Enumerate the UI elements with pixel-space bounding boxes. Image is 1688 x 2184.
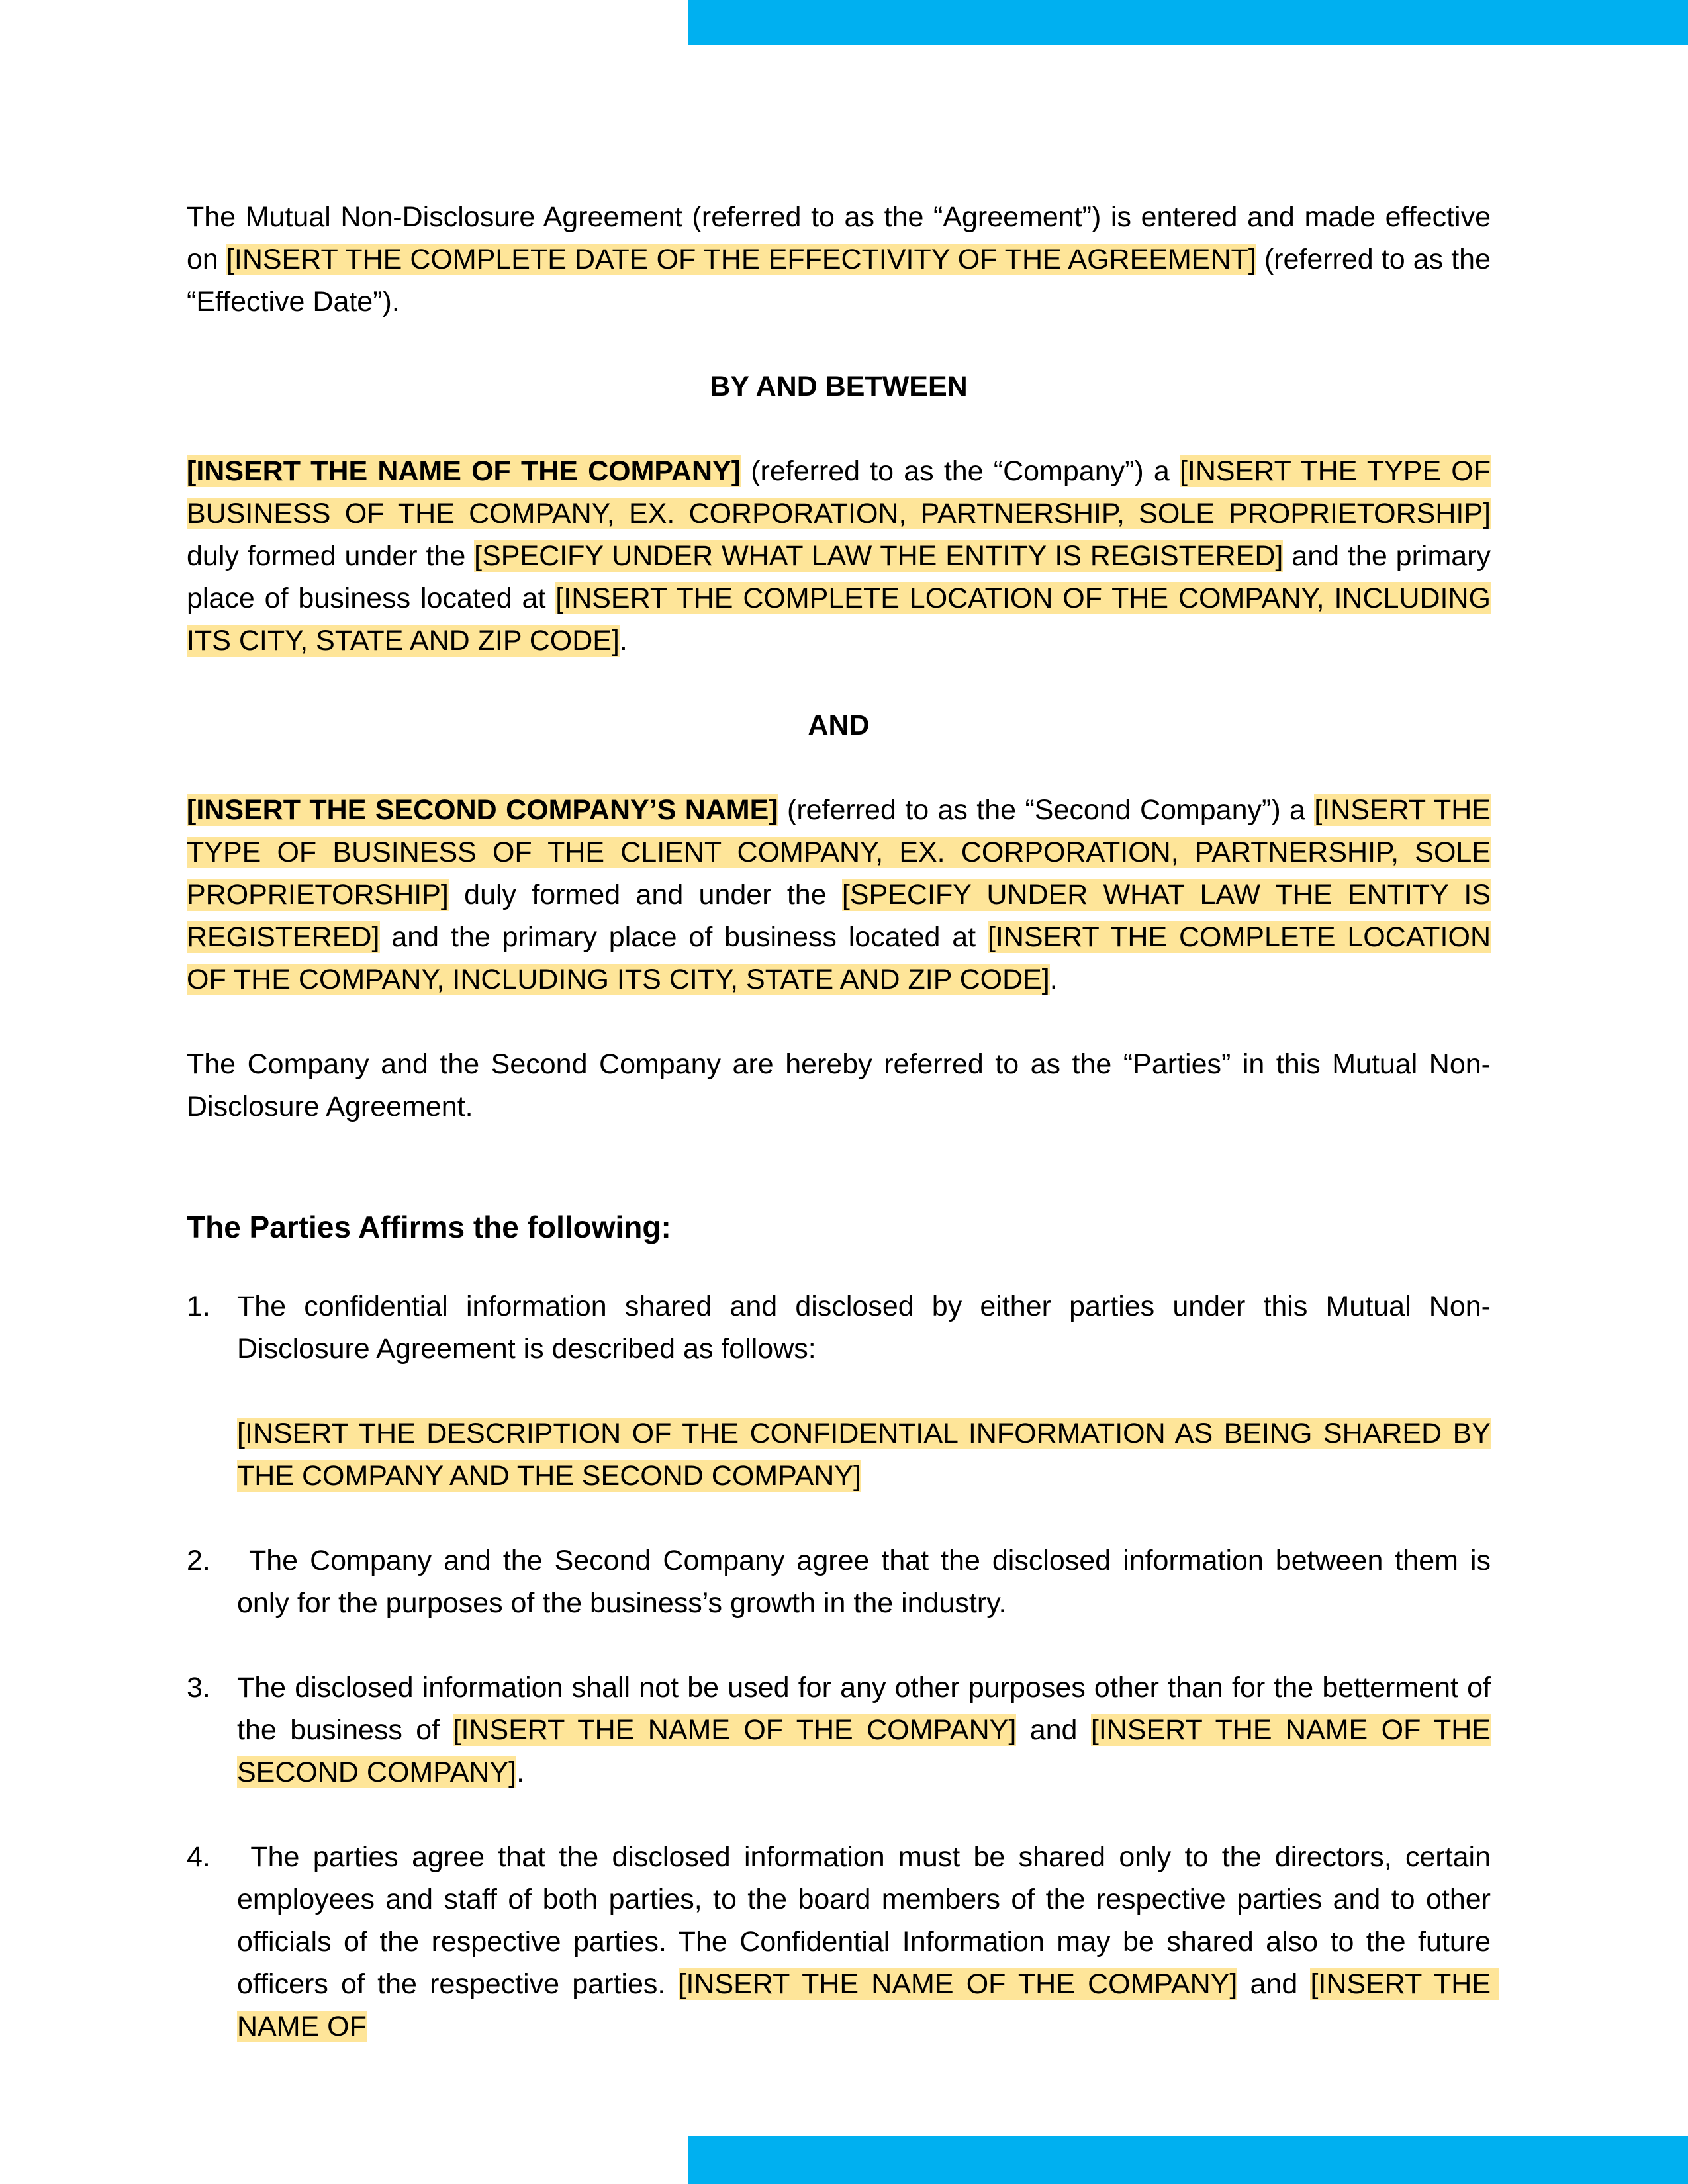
parties-definition-paragraph: The Company and the Second Company are hereby referred to as the “Parties” in this Mutual Non-Disclosure Agreement. <box>187 1048 1491 1122</box>
party-one-text: (referred to as the “Company”) a <box>741 455 1180 487</box>
second-company-name-placeholder: [INSERT THE NAME OF THE SECOND COMPANY] <box>237 1714 1491 1788</box>
list-number: 1. <box>187 1291 211 1322</box>
party-two-paragraph <box>187 789 1491 1001</box>
list-item-text: The confidential information shared and disclosed by either parties under this Mutual Non-Disclosure Agreement is described as follows: <box>237 1291 1491 1365</box>
list-item-text: The Company and the Second Company agree that the disclosed information between them is only for the purposes of the business’s growth in the industry. <box>237 1545 1499 1619</box>
second-company-name-placeholder: [INSERT THE SECOND COMPANY’S NAME] <box>187 794 778 826</box>
affirms-heading: The Parties Affirms the following: <box>187 1210 671 1244</box>
party-two-text: duly formed and under the <box>448 879 842 911</box>
party-one-text: and the primary place of business located at <box>187 540 1491 614</box>
list-item <box>187 1539 1499 1624</box>
footer-accent-bar <box>688 2136 1688 2184</box>
list-item-placeholder-paragraph <box>237 1412 1491 1497</box>
list-item-text-part: . <box>516 1756 525 1788</box>
confidential-info-placeholder: [INSERT THE DESCRIPTION OF THE CONFIDENTIAL INFORMATION AS BEING SHARED BY THE COMPANY AND THE SECOND COMPANY] <box>237 1418 1491 1492</box>
list-number: 3. <box>187 1672 211 1704</box>
second-company-location-placeholder: [INSERT THE COMPLETE LOCATION OF THE COMPANY, INCLUDING ITS CITY, STATE AND ZIP CODE] <box>187 921 1491 995</box>
and-heading: AND <box>808 709 870 741</box>
party-one-text: duly formed under the <box>187 540 475 572</box>
second-company-type-placeholder: [INSERT THE TYPE OF BUSINESS OF THE CLIENT COMPANY, EX. CORPORATION, PARTNERSHIP, SOLE PROPRIETORSHIP] <box>187 794 1491 911</box>
second-company-law-placeholder: [SPECIFY UNDER WHAT LAW THE ENTITY IS REGISTERED] <box>187 879 1491 953</box>
party-two-text: (referred to as the “Second Company”) a <box>778 794 1315 826</box>
company-name-placeholder: [INSERT THE NAME OF THE COMPANY] <box>187 455 741 487</box>
list-number: 2. <box>187 1545 211 1576</box>
list-item-text-part: and <box>1237 1968 1311 2000</box>
party-two-text: and the primary place of business located at <box>379 921 988 953</box>
list-item-text-part: and <box>1016 1714 1091 1746</box>
party-two-text: . <box>1049 964 1058 995</box>
company-law-placeholder: [SPECIFY UNDER WHAT LAW THE ENTITY IS REGISTERED] <box>474 540 1284 572</box>
list-number: 4. <box>187 1841 211 1873</box>
company-location-placeholder: [INSERT THE COMPLETE LOCATION OF THE COMPANY, INCLUDING ITS CITY, STATE AND ZIP CODE] <box>187 582 1491 657</box>
party-one-paragraph <box>187 450 1491 662</box>
list-item-text-part: The parties agree that the disclosed information must be shared only to the directors, certain employees and staff of both parties, to the board members of the respective parties and to other officials of the respective parties. The Confidential Information may be shared also to the future officers of the respective parties. <box>237 1841 1499 2000</box>
list-item <box>187 1836 1499 2048</box>
party-one-text: . <box>619 625 628 657</box>
company-name-placeholder: [INSERT THE NAME OF THE COMPANY] <box>453 1714 1017 1746</box>
by-and-between-heading: BY AND BETWEEN <box>710 371 968 402</box>
list-item-text-part: The disclosed information shall not be used for any other purposes other than for the betterment of the business of <box>237 1672 1491 1746</box>
intro-text: The Mutual Non-Disclosure Agreement (referred to as the “Agreement”) is entered and made effective on <box>187 201 1491 275</box>
list-item-text <box>237 1666 1491 1794</box>
intro-paragraph <box>187 196 1491 323</box>
document-body <box>187 196 1499 2048</box>
second-company-name-placeholder: [INSERT THE NAME OF <box>237 1968 1499 2042</box>
effective-date-placeholder: [INSERT THE COMPLETE DATE OF THE EFFECTIVITY OF THE AGREEMENT] <box>226 244 1256 275</box>
company-name-placeholder: [INSERT THE NAME OF THE COMPANY] <box>678 1968 1238 2000</box>
list-item <box>187 1285 1491 1497</box>
list-item <box>187 1666 1491 1794</box>
company-type-placeholder: [INSERT THE TYPE OF BUSINESS OF THE COMPANY, EX. CORPORATION, PARTNERSHIP, SOLE PROPRIETORSHIP] <box>187 455 1491 529</box>
header-accent-bar <box>688 0 1688 45</box>
list-item-text <box>237 1836 1499 2048</box>
intro-text-end: (referred to as the “Effective Date”). <box>187 244 1491 318</box>
